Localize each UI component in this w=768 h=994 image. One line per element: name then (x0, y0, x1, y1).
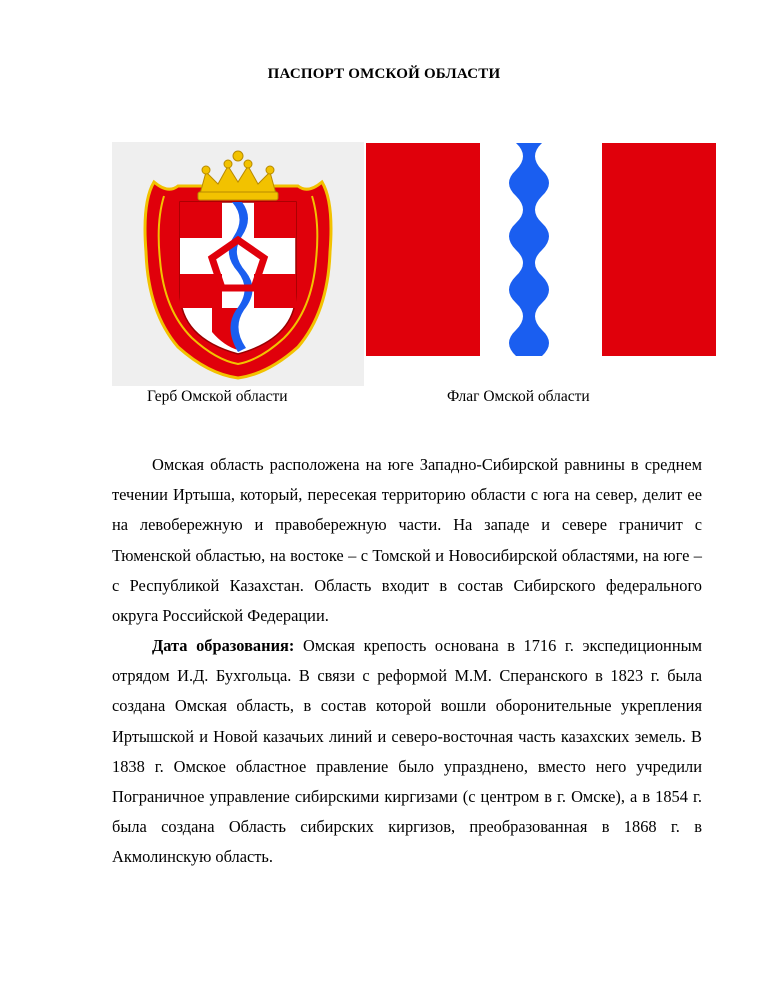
shield (180, 202, 296, 354)
flag-image (366, 143, 716, 356)
page-title: ПАСПОРТ ОМСКОЙ ОБЛАСТИ (267, 66, 501, 82)
flag-caption: Флаг Омской области (447, 388, 590, 405)
paragraph-geography: Омская область расположена на юге Западно-Сибирской равнины в среднем течении Иртыша, который, пересекая территорию области с юга на север, делит ее на левобережную и правобережную части. На западе и севере граничит с Тюменской областью, на востоке – с Томской и Новосибирской областями, на юге – с Республикой Казахстан. Область входит в состав Сибирского федерального округа Российской Федерации. (112, 455, 702, 626)
omsk-flag-icon (366, 143, 716, 356)
coat-of-arms-image (112, 142, 364, 386)
formation-date-text: Омская крепость основана в 1716 г. экспедиционным отрядом И.Д. Бухгольца. В связи с реформой М.М. Сперанского в 1823 г. была создана Омская область, в состав которой вошли оборонительные укрепления Иртышской и Новой казачьих линий и северо-восточная часть казахских земель. В 1838 г. Омское областное правление было упразднено, вместо него учредили Пограничное управление сибирскими киргизами (с центром в г. Омске), а в 1854 г. была создана Область сибирских киргизов, преобразованная в 1868 г. в Акмолинскую область. (112, 636, 702, 867)
coat-of-arms-caption: Герб Омской области (147, 388, 288, 405)
omsk-coat-of-arms-icon (112, 142, 364, 386)
paragraph-history (112, 631, 702, 873)
formation-date-label: Дата образования: (152, 636, 295, 655)
crown (198, 151, 278, 200)
